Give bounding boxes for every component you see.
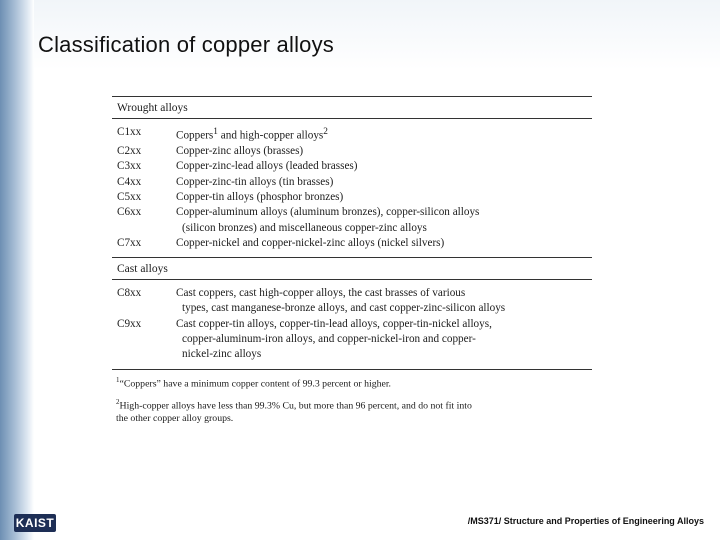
alloy-description <box>176 205 592 236</box>
alloy-description: Copper-zinc-lead alloys (leaded brasses) <box>176 160 358 173</box>
alloy-code: C8xx <box>117 287 142 300</box>
footnote-text: High-copper alloys have less than 99.3% Cu, but more than 96 percent, and do not fit into <box>119 400 472 412</box>
kaist-logo: KAIST <box>15 516 55 530</box>
copper-alloy-classification-table <box>112 96 592 431</box>
alloy-description <box>176 125 592 144</box>
alloy-description-continuation: (silicon bronzes) and miscellaneous copper-zinc alloys <box>182 221 427 234</box>
course-footer: /MS371/ Structure and Properties of Engineering Alloys <box>467 516 704 526</box>
footnote-mark: 2 <box>323 127 328 137</box>
alloy-code: C9xx <box>117 317 142 330</box>
footnote <box>116 374 592 390</box>
alloy-description-continuation: nickel-zinc alloys <box>182 348 262 361</box>
wrought-alloys-header: Wrought alloys <box>117 102 188 114</box>
table-row <box>112 159 592 174</box>
footnote <box>116 396 592 425</box>
alloy-description-text: and high-copper alloys <box>217 129 324 142</box>
wrought-rows <box>112 119 592 257</box>
cast-alloys-header: Cast alloys <box>117 263 168 276</box>
table-row <box>112 317 592 363</box>
alloy-description-text: Copper-aluminum alloys (aluminum bronzes), copper-silicon alloys <box>176 206 480 219</box>
alloy-code: C4xx <box>117 175 142 188</box>
footnote-mark: 1 <box>213 127 218 137</box>
footnotes <box>112 374 592 426</box>
slide-title: Classification of copper alloys <box>38 32 335 57</box>
alloy-description-continuation: types, cast manganese-bronze alloys, and cast copper-zinc-silicon alloys <box>182 302 506 315</box>
alloy-description: Copper-zinc alloys (brasses) <box>176 145 304 158</box>
alloy-code: C1xx <box>117 126 142 138</box>
alloy-description-continuation: copper-aluminum-iron alloys, and copper-nickel-iron and copper- <box>182 333 476 345</box>
cast-rows <box>112 280 592 368</box>
alloy-description <box>176 317 592 363</box>
alloy-code: C6xx <box>117 206 142 219</box>
alloy-description-text: Cast coppers, cast high-copper alloys, the cast brasses of various <box>176 287 466 300</box>
table-row <box>112 286 592 317</box>
footnote-continuation: the other copper alloy groups. <box>116 413 234 425</box>
footnote-mark: 1 <box>116 375 120 384</box>
table-row <box>112 190 592 205</box>
table-row <box>112 144 592 159</box>
footnote-mark: 2 <box>116 397 120 406</box>
alloy-description: Copper-zinc-tin alloys (tin brasses) <box>176 175 334 188</box>
alloy-code: C3xx <box>117 160 142 173</box>
alloy-description: Copper-nickel and copper-nickel-zinc alloys (nickel silvers) <box>176 236 445 249</box>
alloy-description-text: Cast copper-tin alloys, copper-tin-lead alloys, copper-tin-nickel alloys, <box>176 317 492 330</box>
table-row <box>112 236 592 251</box>
left-gradient-bar <box>0 0 34 540</box>
table-bottom-rule <box>112 369 592 370</box>
table-row <box>112 125 592 144</box>
alloy-description-text: Coppers <box>176 129 214 142</box>
alloy-description <box>176 286 592 317</box>
table-row <box>112 175 592 190</box>
alloy-description: Copper-tin alloys (phosphor bronzes) <box>176 190 344 203</box>
alloy-code: C7xx <box>117 236 142 249</box>
alloy-code: C2xx <box>117 145 142 158</box>
table-row <box>112 205 592 236</box>
alloy-code: C5xx <box>117 190 142 203</box>
footnote-text: “Coppers” have a minimum copper content of 99.3 percent or higher. <box>119 377 392 389</box>
